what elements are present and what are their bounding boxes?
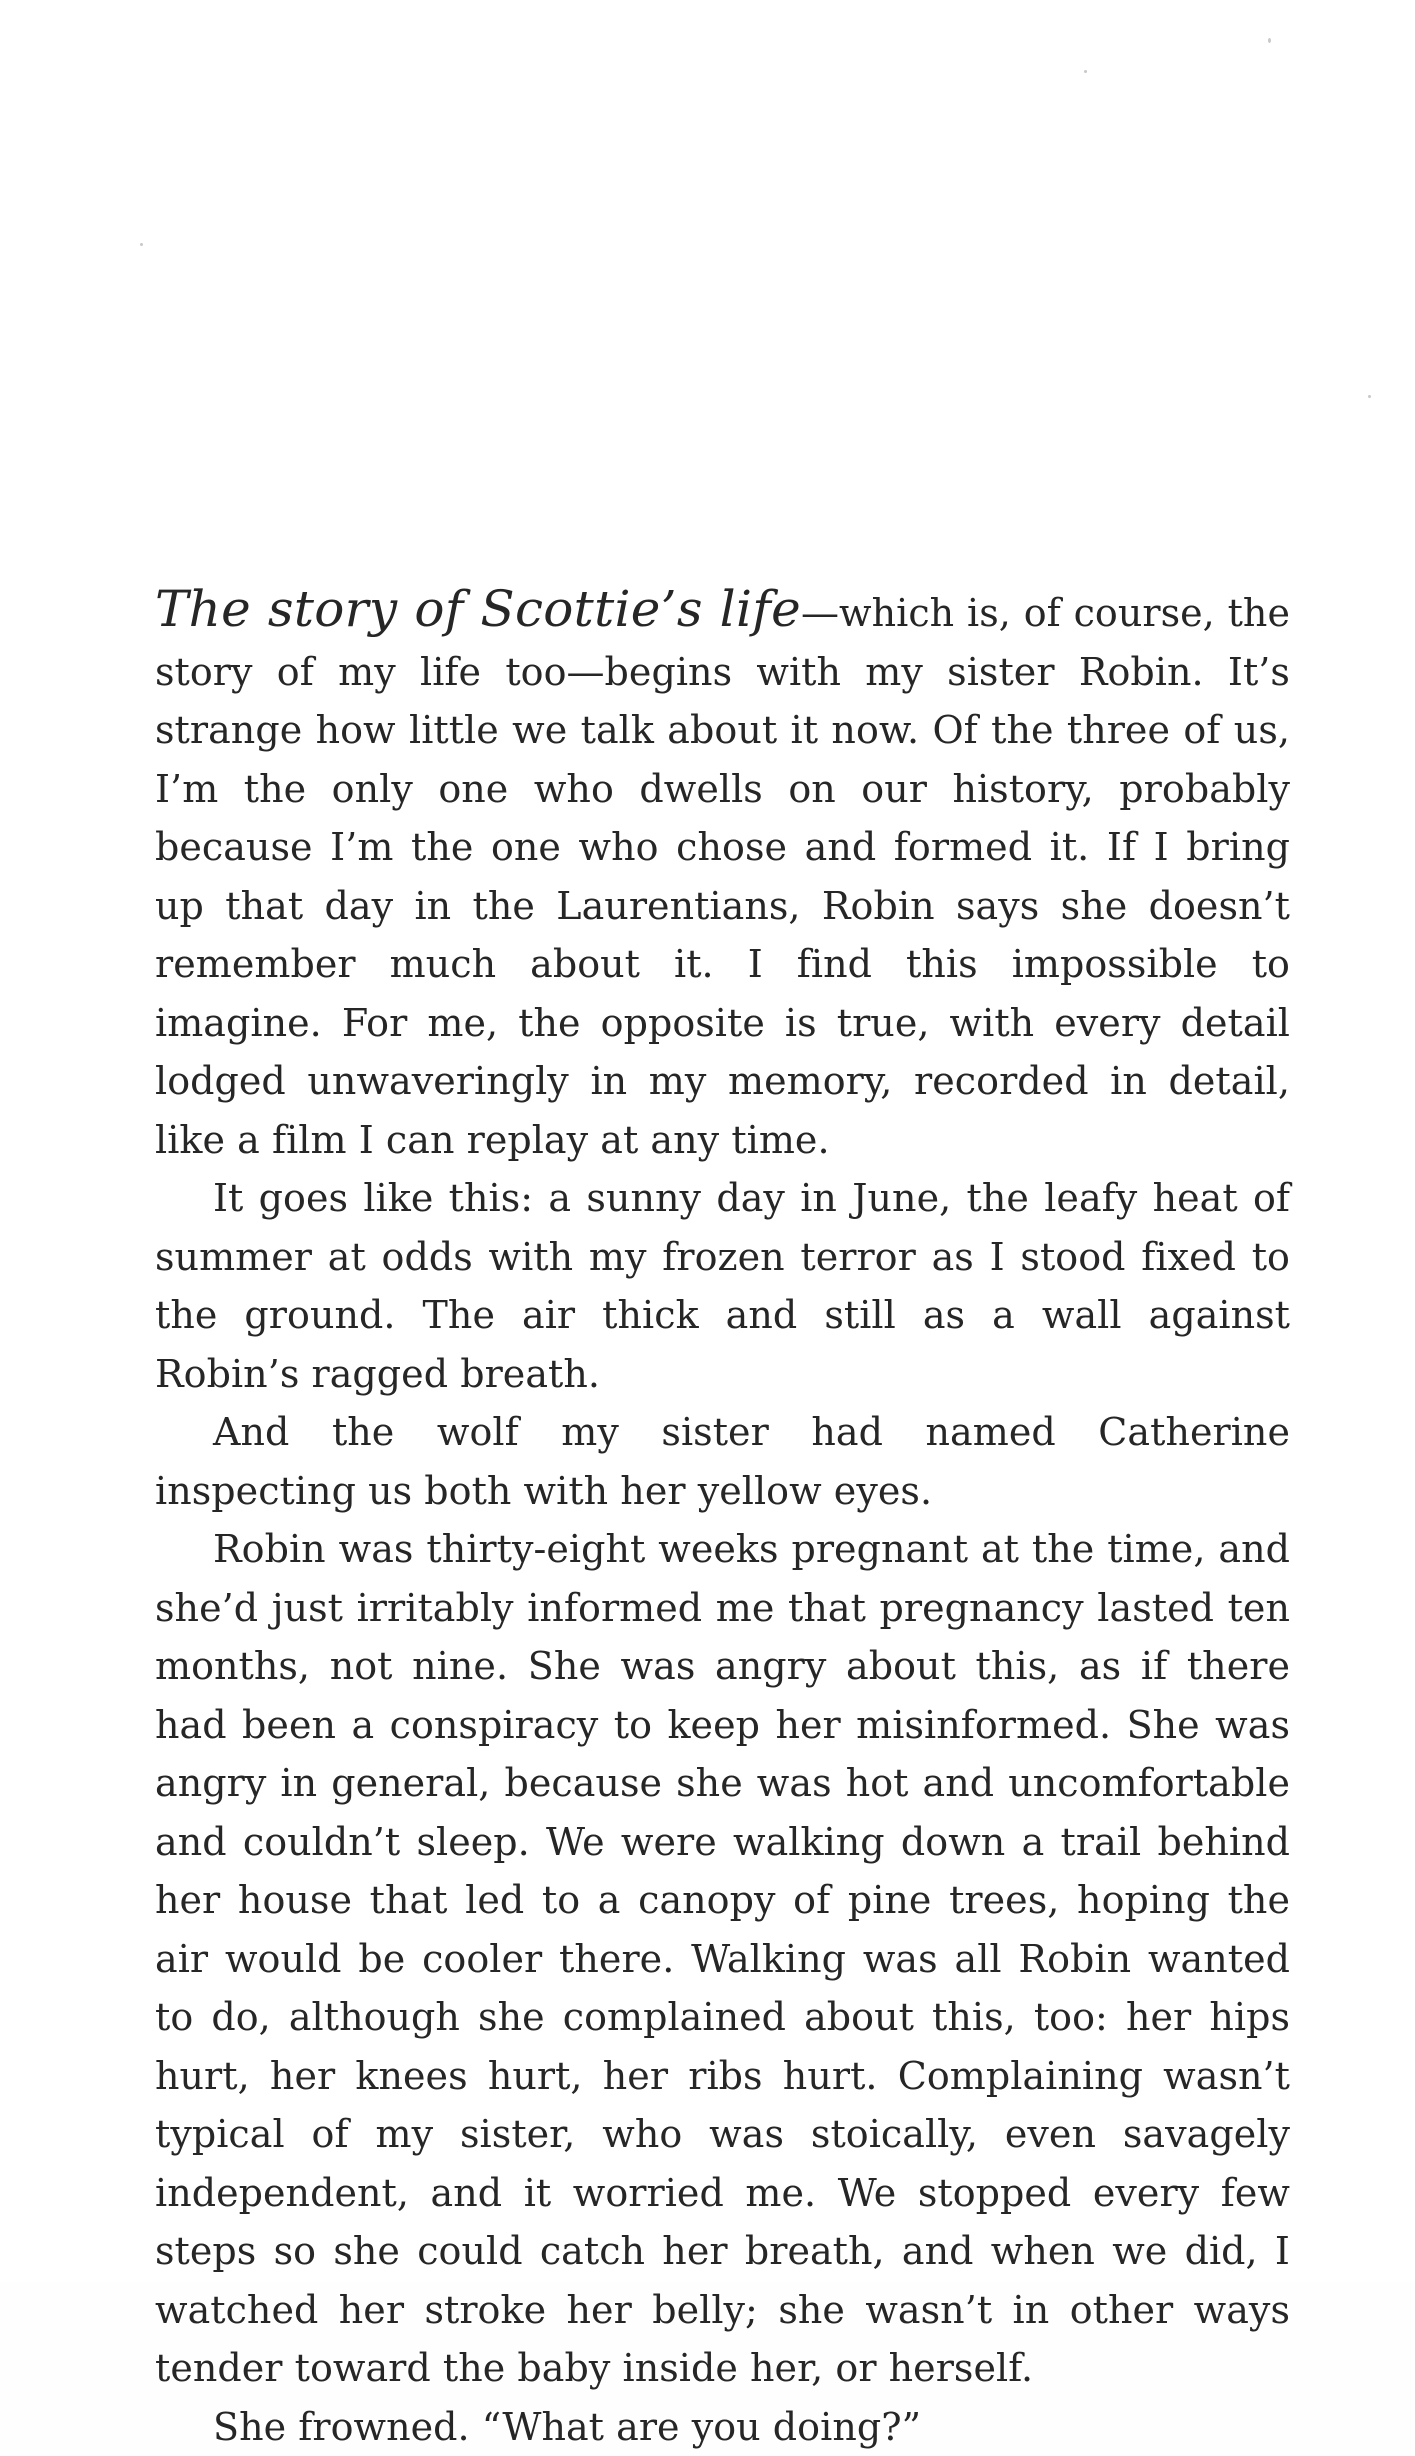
scan-speck (1084, 70, 1087, 73)
paragraph-2: It goes like this: a sunny day in June, the leafy heat of summer at odds with my frozen terror as I stood fixed to the ground. The air thick and still as a wall against Robin’s ragged breath. (155, 1169, 1290, 1403)
paragraph-5: She frowned. “What are you doing?” (155, 2398, 1290, 2456)
paragraph-1 (155, 580, 1290, 1169)
body-text (155, 580, 1290, 2456)
chapter-opening-phrase: The story of Scottie’s life (155, 580, 801, 638)
paragraph-3: And the wolf my sister had named Catherine inspecting us both with her yellow eyes. (155, 1403, 1290, 1520)
paragraph-4: Robin was thirty-eight weeks pregnant at the time, and she’d just irritably informed me that pregnancy lasted ten months, not nine. She was angry about this, as if there had been a conspiracy to keep her misinformed. She was angry in general, because she was hot and uncomfortable and couldn’t sleep. We were walking down a trail behind her house that led to a canopy of pine trees, hoping the air would be cooler there. Walking was all Robin wanted to do, although she complained about this, too: her hips hurt, her knees hurt, her ribs hurt. Complaining wasn’t typical of my sister, who was stoically, even savagely independent, and it worried me. We stopped every few steps so she could catch her breath, and when we did, I watched her stroke her belly; she wasn’t in other ways tender toward the baby inside her, or herself. (155, 1520, 1290, 2398)
paragraph-1-text: —which is, of course, the story of my life too—begins with my sister Robin. It’s strange how little we talk about it now. Of the three of us, I’m the only one who dwells on our history, probably because I’m the one who chose and formed it. If I bring up that day in the Laurentians, Robin says she doesn’t remember much about it. I find this impossible to imagine. For me, the opposite is true, with every detail lodged unwaveringly in my memory, recorded in detail, like a film I can replay at any time. (155, 591, 1290, 1162)
scan-speck (140, 243, 143, 246)
scan-speck (1268, 38, 1271, 43)
scan-speck (1368, 395, 1371, 398)
